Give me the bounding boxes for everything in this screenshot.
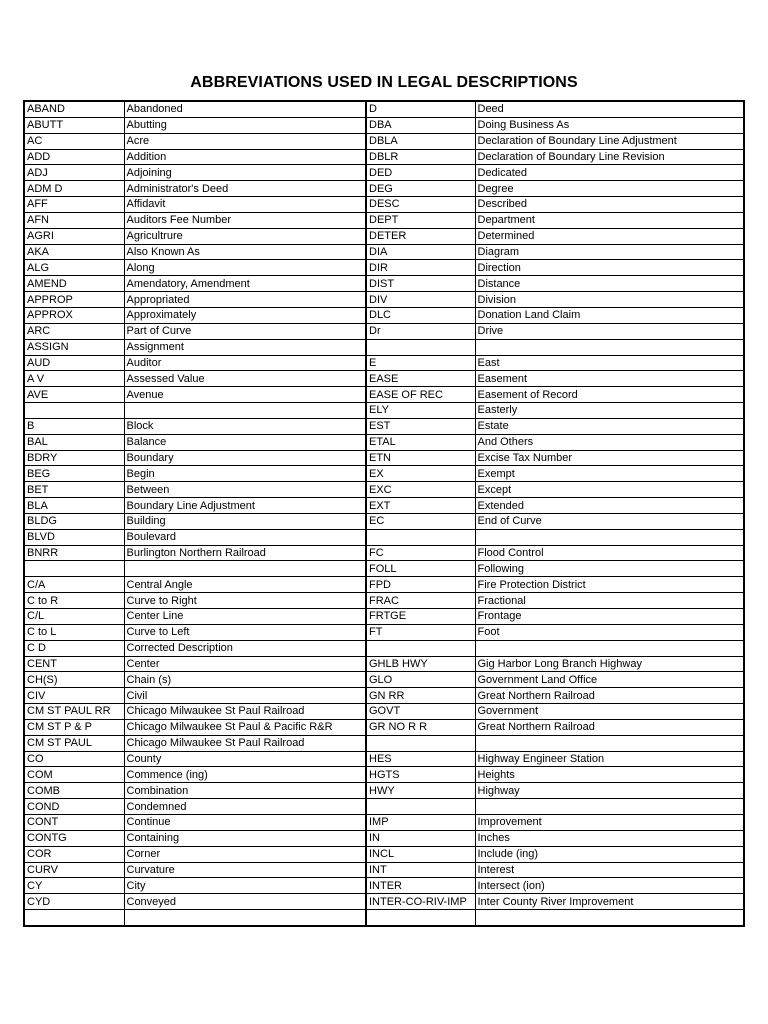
table-row [24, 704, 744, 720]
abbreviation-cell: INCL [366, 846, 475, 862]
meaning-cell: Avenue [124, 387, 366, 403]
meaning-cell: Dedicated [475, 165, 744, 181]
meaning-cell: Corner [124, 846, 366, 862]
meaning-cell: Government Land Office [475, 672, 744, 688]
table-row [24, 292, 744, 308]
abbreviation-cell: C/A [24, 577, 124, 593]
meaning-cell: Begin [124, 466, 366, 482]
meaning-cell: Center Line [124, 609, 366, 625]
table-row [24, 735, 744, 751]
abbreviation-cell [366, 339, 475, 355]
abbreviation-cell: GN RR [366, 688, 475, 704]
table-row [24, 767, 744, 783]
meaning-cell: Direction [475, 260, 744, 276]
meaning-cell: Chicago Milwaukee St Paul Railroad [124, 735, 366, 751]
table-row [24, 101, 744, 117]
abbreviation-cell: DIV [366, 292, 475, 308]
meaning-cell: Government [475, 704, 744, 720]
abbreviation-cell: C D [24, 640, 124, 656]
table-row [24, 133, 744, 149]
abbreviation-cell: FRAC [366, 593, 475, 609]
meaning-cell: Easement of Record [475, 387, 744, 403]
table-row [24, 894, 744, 910]
meaning-cell: Great Northern Railroad [475, 688, 744, 704]
abbreviation-cell: BEG [24, 466, 124, 482]
table-row [24, 149, 744, 165]
abbreviation-cell: GHLB HWY [366, 656, 475, 672]
abbreviation-cell: HWY [366, 783, 475, 799]
abbreviation-cell: AC [24, 133, 124, 149]
meaning-cell: Assessed Value [124, 371, 366, 387]
meaning-cell: Curve to Left [124, 624, 366, 640]
meaning-cell: Agricultrure [124, 228, 366, 244]
meaning-cell: Affidavit [124, 197, 366, 213]
table-row [24, 751, 744, 767]
abbreviation-cell: C to R [24, 593, 124, 609]
meaning-cell: Along [124, 260, 366, 276]
abbreviation-cell: ADD [24, 149, 124, 165]
abbreviation-cell [366, 640, 475, 656]
abbreviation-cell: INT [366, 862, 475, 878]
meaning-cell: Improvement [475, 814, 744, 830]
abbreviation-cell: GLO [366, 672, 475, 688]
table-row [24, 688, 744, 704]
abbreviation-cell: COM [24, 767, 124, 783]
meaning-cell: Continue [124, 814, 366, 830]
abbreviation-cell: FC [366, 545, 475, 561]
abbreviation-cell: ADJ [24, 165, 124, 181]
abbreviation-cell: INTER [366, 878, 475, 894]
table-row [24, 197, 744, 213]
table-row [24, 513, 744, 529]
abbreviation-cell: EXC [366, 482, 475, 498]
abbreviation-cell: CENT [24, 656, 124, 672]
abbreviations-table-body [24, 101, 744, 926]
meaning-cell: Curvature [124, 862, 366, 878]
meaning-cell: Frontage [475, 609, 744, 625]
table-row [24, 371, 744, 387]
table-row [24, 830, 744, 846]
meaning-cell: Easement [475, 371, 744, 387]
meaning-cell [475, 735, 744, 751]
table-row [24, 434, 744, 450]
table-row [24, 307, 744, 323]
meaning-cell: Highway [475, 783, 744, 799]
abbreviation-cell: DLC [366, 307, 475, 323]
abbreviation-cell [366, 529, 475, 545]
meaning-cell: Burlington Northern Railroad [124, 545, 366, 561]
meaning-cell: Building [124, 513, 366, 529]
meaning-cell: Condemned [124, 799, 366, 815]
abbreviation-cell: ETAL [366, 434, 475, 450]
abbreviation-cell: HES [366, 751, 475, 767]
page-title: ABBREVIATIONS USED IN LEGAL DESCRIPTIONS [190, 74, 578, 91]
meaning-cell [475, 799, 744, 815]
table-row [24, 244, 744, 260]
meaning-cell: Corrected Description [124, 640, 366, 656]
abbreviation-cell: DIA [366, 244, 475, 260]
abbreviation-cell: EASE [366, 371, 475, 387]
meaning-cell: Boundary Line Adjustment [124, 498, 366, 514]
table-row [24, 482, 744, 498]
meaning-cell: Following [475, 561, 744, 577]
table-row [24, 846, 744, 862]
abbreviation-cell: CONT [24, 814, 124, 830]
table-row [24, 339, 744, 355]
abbreviation-cell: BNRR [24, 545, 124, 561]
meaning-cell: Heights [475, 767, 744, 783]
table-row [24, 640, 744, 656]
meaning-cell: Adjoining [124, 165, 366, 181]
meaning-cell: Flood Control [475, 545, 744, 561]
abbreviation-cell: CURV [24, 862, 124, 878]
abbreviation-cell: EC [366, 513, 475, 529]
abbreviation-cell: COND [24, 799, 124, 815]
meaning-cell: Part of Curve [124, 323, 366, 339]
table-row [24, 609, 744, 625]
abbreviation-cell: GOVT [366, 704, 475, 720]
meaning-cell: Department [475, 212, 744, 228]
abbreviation-cell: D [366, 101, 475, 117]
abbreviations-table [23, 100, 745, 927]
meaning-cell: Auditors Fee Number [124, 212, 366, 228]
abbreviation-cell [24, 561, 124, 577]
meaning-cell: Curve to Right [124, 593, 366, 609]
abbreviation-cell: AMEND [24, 276, 124, 292]
meaning-cell: Except [475, 482, 744, 498]
meaning-cell: Administrator's Deed [124, 181, 366, 197]
abbreviation-cell [366, 910, 475, 926]
meaning-cell: Exempt [475, 466, 744, 482]
meaning-cell [475, 910, 744, 926]
meaning-cell: Abutting [124, 117, 366, 133]
abbreviation-cell: DIST [366, 276, 475, 292]
abbreviation-cell: ETN [366, 450, 475, 466]
meaning-cell: Declaration of Boundary Line Revision [475, 149, 744, 165]
meaning-cell: Block [124, 418, 366, 434]
abbreviation-cell: DBLA [366, 133, 475, 149]
meaning-cell: Chain (s) [124, 672, 366, 688]
table-row [24, 624, 744, 640]
meaning-cell: Chicago Milwaukee St Paul & Pacific R&R [124, 719, 366, 735]
abbreviation-cell: CY [24, 878, 124, 894]
meaning-cell: Appropriated [124, 292, 366, 308]
abbreviation-cell: BLA [24, 498, 124, 514]
meaning-cell: Declaration of Boundary Line Adjustment [475, 133, 744, 149]
abbreviation-cell: COMB [24, 783, 124, 799]
table-row [24, 117, 744, 133]
meaning-cell: Determined [475, 228, 744, 244]
table-row [24, 165, 744, 181]
table-row [24, 466, 744, 482]
abbreviation-cell: CM ST PAUL [24, 735, 124, 751]
abbreviation-cell: AUD [24, 355, 124, 371]
table-row [24, 529, 744, 545]
abbreviation-cell [366, 799, 475, 815]
meaning-cell [475, 529, 744, 545]
table-row [24, 450, 744, 466]
abbreviation-cell: AFF [24, 197, 124, 213]
abbreviation-cell: CH(S) [24, 672, 124, 688]
table-row [24, 403, 744, 419]
meaning-cell: Easterly [475, 403, 744, 419]
meaning-cell [124, 910, 366, 926]
abbreviation-cell: APPROX [24, 307, 124, 323]
table-row [24, 212, 744, 228]
meaning-cell: Include (ing) [475, 846, 744, 862]
abbreviation-cell: DED [366, 165, 475, 181]
meaning-cell: Approximately [124, 307, 366, 323]
table-row [24, 593, 744, 609]
meaning-cell: Auditor [124, 355, 366, 371]
abbreviation-cell: CIV [24, 688, 124, 704]
table-row [24, 276, 744, 292]
meaning-cell: Drive [475, 323, 744, 339]
table-row [24, 656, 744, 672]
meaning-cell: East [475, 355, 744, 371]
abbreviation-cell: ALG [24, 260, 124, 276]
meaning-cell: Highway Engineer Station [475, 751, 744, 767]
abbreviation-cell [366, 735, 475, 751]
meaning-cell: City [124, 878, 366, 894]
abbreviation-cell: BET [24, 482, 124, 498]
abbreviation-cell: EST [366, 418, 475, 434]
abbreviation-cell: AGRI [24, 228, 124, 244]
table-row [24, 323, 744, 339]
table-row [24, 719, 744, 735]
table-row [24, 862, 744, 878]
abbreviation-cell: APPROP [24, 292, 124, 308]
abbreviation-cell: EXT [366, 498, 475, 514]
abbreviation-cell: C/L [24, 609, 124, 625]
meaning-cell: Foot [475, 624, 744, 640]
abbreviation-cell: ARC [24, 323, 124, 339]
meaning-cell: Division [475, 292, 744, 308]
meaning-cell: Addition [124, 149, 366, 165]
meaning-cell: End of Curve [475, 513, 744, 529]
meaning-cell: Gig Harbor Long Branch Highway [475, 656, 744, 672]
abbreviation-cell: ABAND [24, 101, 124, 117]
abbreviation-cell [24, 403, 124, 419]
table-row [24, 672, 744, 688]
abbreviation-cell: BLVD [24, 529, 124, 545]
meaning-cell: Estate [475, 418, 744, 434]
abbreviation-cell: BDRY [24, 450, 124, 466]
abbreviation-cell: C to L [24, 624, 124, 640]
meaning-cell: Described [475, 197, 744, 213]
abbreviation-cell: ABUTT [24, 117, 124, 133]
abbreviation-cell: ELY [366, 403, 475, 419]
meaning-cell: Balance [124, 434, 366, 450]
abbreviation-cell: BLDG [24, 513, 124, 529]
meaning-cell: Inches [475, 830, 744, 846]
meaning-cell: County [124, 751, 366, 767]
table-row [24, 498, 744, 514]
abbreviation-cell: ADM D [24, 181, 124, 197]
table-row [24, 910, 744, 926]
table-row [24, 545, 744, 561]
abbreviation-cell: ASSIGN [24, 339, 124, 355]
table-row [24, 561, 744, 577]
meaning-cell: And Others [475, 434, 744, 450]
meaning-cell [124, 561, 366, 577]
abbreviation-cell: EX [366, 466, 475, 482]
meaning-cell: Boundary [124, 450, 366, 466]
meaning-cell: Combination [124, 783, 366, 799]
abbreviation-cell: DBA [366, 117, 475, 133]
table-row [24, 814, 744, 830]
meaning-cell: Distance [475, 276, 744, 292]
abbreviation-cell: FRTGE [366, 609, 475, 625]
meaning-cell: Diagram [475, 244, 744, 260]
meaning-cell [475, 339, 744, 355]
table-row [24, 260, 744, 276]
abbreviation-cell: CO [24, 751, 124, 767]
abbreviation-cell [24, 910, 124, 926]
abbreviation-cell: CM ST P & P [24, 719, 124, 735]
meaning-cell: Inter County River Improvement [475, 894, 744, 910]
table-row [24, 878, 744, 894]
abbreviation-cell: DIR [366, 260, 475, 276]
table-row [24, 418, 744, 434]
abbreviation-cell: IMP [366, 814, 475, 830]
table-row [24, 387, 744, 403]
meaning-cell: Deed [475, 101, 744, 117]
abbreviation-cell: GR NO R R [366, 719, 475, 735]
meaning-cell: Commence (ing) [124, 767, 366, 783]
abbreviation-cell: BAL [24, 434, 124, 450]
meaning-cell [124, 403, 366, 419]
meaning-cell: Between [124, 482, 366, 498]
meaning-cell: Intersect (ion) [475, 878, 744, 894]
abbreviation-cell: E [366, 355, 475, 371]
table-row [24, 783, 744, 799]
abbreviation-cell: CYD [24, 894, 124, 910]
abbreviation-cell: HGTS [366, 767, 475, 783]
meaning-cell: Amendatory, Amendment [124, 276, 366, 292]
meaning-cell: Central Angle [124, 577, 366, 593]
abbreviation-cell: INTER-CO-RIV-IMP [366, 894, 475, 910]
abbreviation-cell: FPD [366, 577, 475, 593]
abbreviation-cell: EASE OF REC [366, 387, 475, 403]
meaning-cell: Acre [124, 133, 366, 149]
abbreviation-cell: B [24, 418, 124, 434]
abbreviation-cell: AFN [24, 212, 124, 228]
meaning-cell: Also Known As [124, 244, 366, 260]
abbreviation-cell: DESC [366, 197, 475, 213]
meaning-cell: Interest [475, 862, 744, 878]
meaning-cell: Fire Protection District [475, 577, 744, 593]
abbreviation-cell: DETER [366, 228, 475, 244]
meaning-cell: Center [124, 656, 366, 672]
abbreviation-cell: CONTG [24, 830, 124, 846]
abbreviation-cell: AKA [24, 244, 124, 260]
meaning-cell: Boulevard [124, 529, 366, 545]
meaning-cell: Doing Business As [475, 117, 744, 133]
meaning-cell: Chicago Milwaukee St Paul Railroad [124, 704, 366, 720]
abbreviation-cell: DBLR [366, 149, 475, 165]
meaning-cell: Containing [124, 830, 366, 846]
table-row [24, 577, 744, 593]
meaning-cell: Extended [475, 498, 744, 514]
abbreviation-cell: FOLL [366, 561, 475, 577]
meaning-cell: Donation Land Claim [475, 307, 744, 323]
meaning-cell: Great Northern Railroad [475, 719, 744, 735]
table-row [24, 355, 744, 371]
abbreviation-cell: COR [24, 846, 124, 862]
meaning-cell: Excise Tax Number [475, 450, 744, 466]
table-row [24, 228, 744, 244]
abbreviation-cell: Dr [366, 323, 475, 339]
meaning-cell: Fractional [475, 593, 744, 609]
meaning-cell: Assignment [124, 339, 366, 355]
meaning-cell [475, 640, 744, 656]
abbreviation-cell: CM ST PAUL RR [24, 704, 124, 720]
table-row [24, 181, 744, 197]
meaning-cell: Abandoned [124, 101, 366, 117]
abbreviation-cell: IN [366, 830, 475, 846]
abbreviation-cell: FT [366, 624, 475, 640]
abbreviation-cell: AVE [24, 387, 124, 403]
table-row [24, 799, 744, 815]
meaning-cell: Degree [475, 181, 744, 197]
meaning-cell: Civil [124, 688, 366, 704]
abbreviation-cell: DEPT [366, 212, 475, 228]
meaning-cell: Conveyed [124, 894, 366, 910]
abbreviation-cell: A V [24, 371, 124, 387]
abbreviation-cell: DEG [366, 181, 475, 197]
